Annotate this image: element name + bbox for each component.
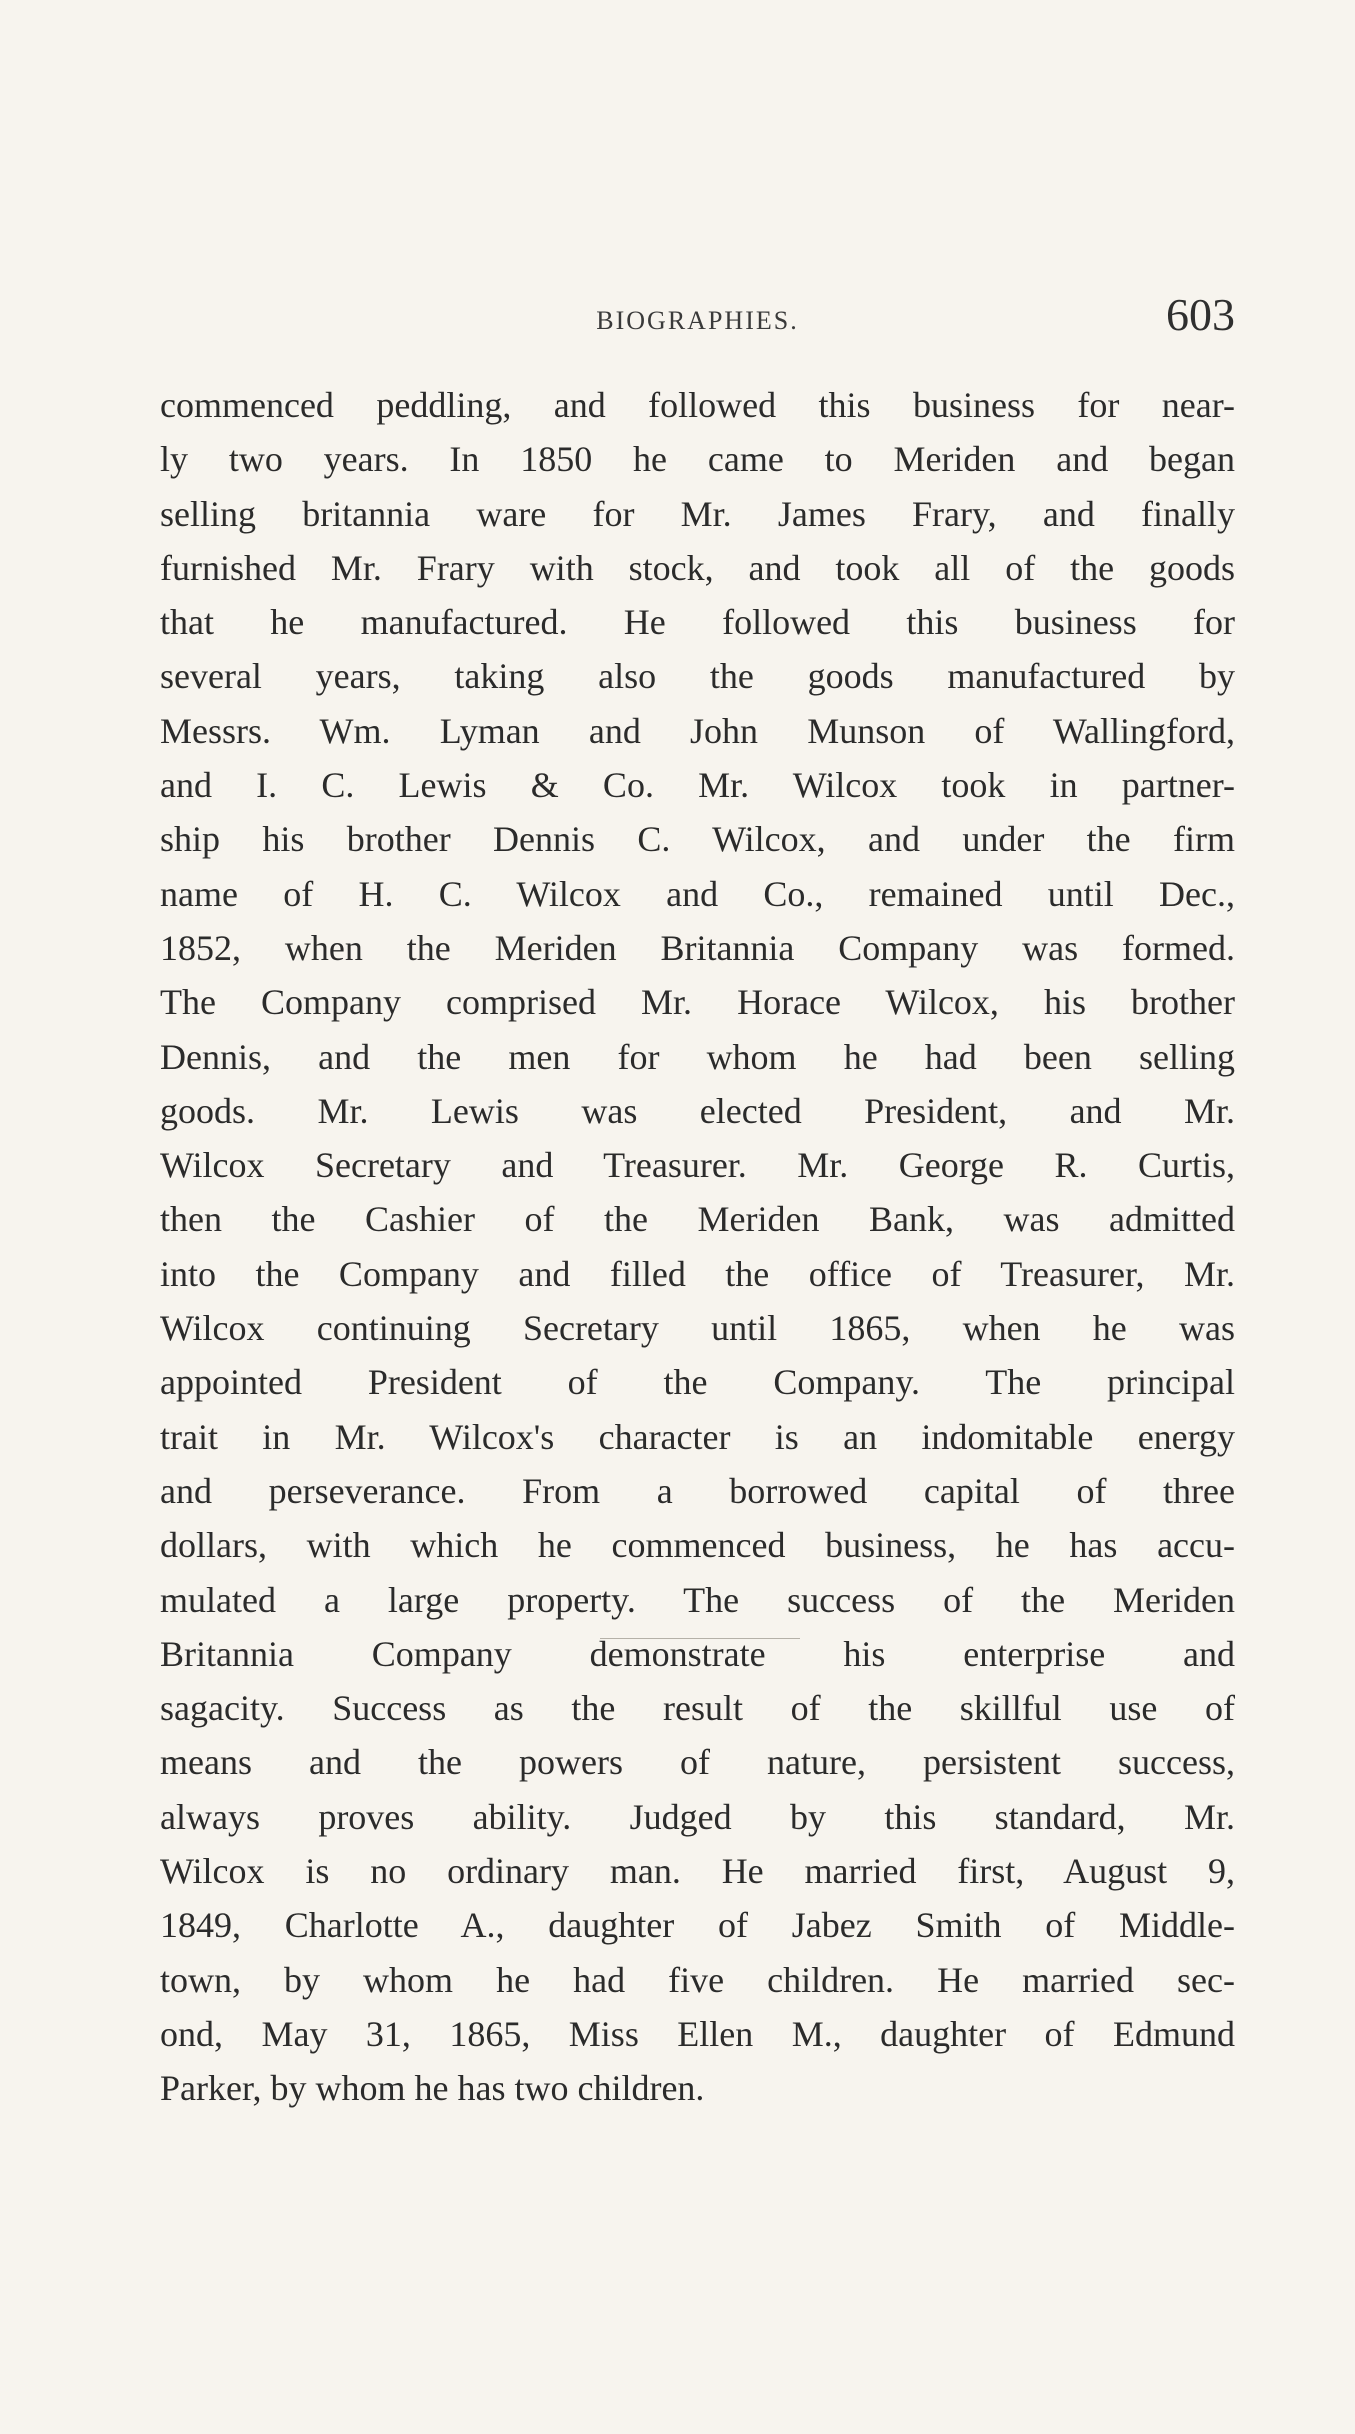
- text-line: 1849, Charlotte A., daughter of Jabez Smith of Middle-: [160, 1905, 1235, 1946]
- text-line: appointed President of the Company. The principal: [160, 1362, 1235, 1403]
- text-line: furnished Mr. Frary with stock, and took all of the goods: [160, 547, 1235, 588]
- text-line: name of H. C. Wilcox and Co., remained until Dec.,: [160, 873, 1235, 914]
- text-line: Britannia Company demonstrate his enterprise and: [160, 1633, 1235, 1674]
- text-line: several years, taking also the goods manufactured by: [160, 656, 1235, 697]
- text-line: goods. Mr. Lewis was elected President, and Mr.: [160, 1090, 1235, 1131]
- text-line: means and the powers of nature, persistent success,: [160, 1742, 1235, 1783]
- text-line: selling britannia ware for Mr. James Frary, and finally: [160, 493, 1235, 534]
- body-text: [160, 378, 1235, 2116]
- text-line: always proves ability. Judged by this standard, Mr.: [160, 1796, 1235, 1837]
- text-line: Parker, by whom he has two children.: [160, 2068, 705, 2109]
- text-line: Wilcox is no ordinary man. He married first, August 9,: [160, 1851, 1235, 1892]
- text-line: trait in Mr. Wilcox's character is an indomitable energy: [160, 1416, 1235, 1457]
- text-line: Wilcox continuing Secretary until 1865, when he was: [160, 1308, 1235, 1349]
- text-line: then the Cashier of the Meriden Bank, was admitted: [160, 1199, 1235, 1240]
- text-line: and perseverance. From a borrowed capital of three: [160, 1470, 1235, 1511]
- text-line: sagacity. Success as the result of the skillful use of: [160, 1688, 1235, 1729]
- text-line: commenced peddling, and followed this business for near-: [160, 385, 1235, 425]
- end-rule: [600, 1638, 800, 1639]
- text-line: that he manufactured. He followed this business for: [160, 602, 1235, 643]
- text-line: into the Company and filled the office of Treasurer, Mr.: [160, 1253, 1235, 1294]
- text-line: Dennis, and the men for whom he had been selling: [160, 1036, 1235, 1077]
- text-line: and I. C. Lewis & Co. Mr. Wilcox took in partner-: [160, 765, 1235, 806]
- text-line: Messrs. Wm. Lyman and John Munson of Wallingford,: [160, 710, 1235, 751]
- running-title: BIOGRAPHIES.: [596, 306, 799, 335]
- page-header: [160, 288, 1235, 368]
- text-line: town, by whom he had five children. He married sec-: [160, 1959, 1235, 2000]
- text-line: Wilcox Secretary and Treasurer. Mr. George R. Curtis,: [160, 1145, 1235, 1186]
- text-line: ly two years. In 1850 he came to Meriden and began: [160, 439, 1235, 480]
- text-line: ond, May 31, 1865, Miss Ellen M., daughter of Edmund: [160, 2013, 1235, 2054]
- text-line: 1852, when the Meriden Britannia Company was formed.: [160, 927, 1235, 968]
- page-number: 603: [1166, 289, 1235, 340]
- text-line: mulated a large property. The success of the Meriden: [160, 1579, 1235, 1620]
- text-line: The Company comprised Mr. Horace Wilcox, his brother: [160, 982, 1235, 1023]
- text-line: ship his brother Dennis C. Wilcox, and under the firm: [160, 819, 1235, 860]
- text-line: dollars, with which he commenced business, he has accu-: [160, 1525, 1235, 1566]
